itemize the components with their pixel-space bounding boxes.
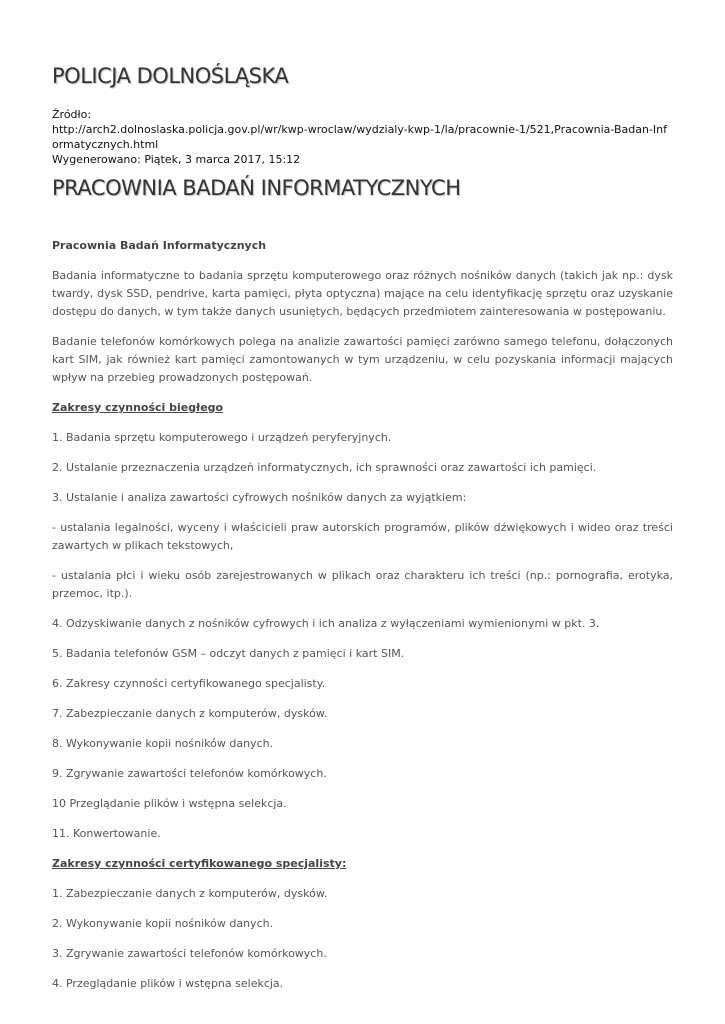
list-item: - ustalania legalności, wyceny i właścicieli praw autorskich programów, plików dźwiękowych i wideo oraz treści zawartych w plikach tekstowych, [52,521,673,552]
source-meta [52,107,673,167]
list-item: 2. Ustalanie przeznaczenia urządzeń informatycznych, ich sprawności oraz zawartości ich pamięci. [52,461,597,474]
site-title: POLICJA DOLNOŚLĄSKA [52,64,289,88]
source-url: http://arch2.dolnoslaska.policja.gov.pl/wr/kwp-wroclaw/wydzialy-kwp-1/la/pracownie-1/521,Pracownia-Badan-Informatycznych.html [52,123,668,151]
article-title: PRACOWNIA BADAŃ INFORMATYCZNYCH [52,176,461,200]
list-item: 11. Konwertowanie. [52,827,161,840]
list-item: 3. Zgrywanie zawartości telefonów komórkowych. [52,947,327,960]
list-item: 6. Zakresy czynności certyfikowanego specjalisty. [52,677,326,690]
article-content [52,237,673,1005]
list-item: 4. Przeglądanie plików i wstępna selekcja. [52,977,284,990]
list-item: 7. Zabezpieczanie danych z komputerów, dysków. [52,707,328,720]
list-item: 4. Odzyskiwanie danych z nośników cyfrowych i ich analiza z wyłączeniami wymienionymi w pkt. 3. [52,617,600,630]
list-item: 8. Wykonywanie kopii nośników danych. [52,737,274,750]
section-heading: Zakresy czynności certyfikowanego specjalisty: [52,857,347,870]
section-heading: Zakresy czynności biegłego [52,401,224,414]
list-item: 10 Przeglądanie plików i wstępna selekcja. [52,797,287,810]
list-item: 3. Ustalanie i analiza zawartości cyfrowych nośników danych za wyjątkiem: [52,491,467,504]
generated-timestamp: Wygenerowano: Piątek, 3 marca 2017, 15:12 [52,153,301,166]
source-label: Źródło: [52,108,92,121]
intro-paragraph: Badania informatyczne to badania sprzętu komputerowego oraz różnych nośników danych (takich jak np.: dysk twardy, dysk SSD, pendrive, karta pamięci, płyta optyczna) mające na celu identyfikację sprzętu oraz uzyskanie dostępu do danych, w tym także danych usuniętych, będących przedmiotem zainteresowania w postępowaniu. [52,269,673,318]
list-item: 5. Badania telefonów GSM – odczyt danych z pamięci i kart SIM. [52,647,405,660]
article-subtitle: Pracownia Badań Informatycznych [52,239,267,252]
intro-paragraph: Badanie telefonów komórkowych polega na analizie zawartości pamięci zarówno samego telefonu, dołączonych kart SIM, jak również kart pamięci zamontowanych w tym urządzeniu, w celu pozyskania informacji mających wpływ na przebieg prowadzonych postępowań. [52,335,673,384]
list-item: 9. Zgrywanie zawartości telefonów komórkowych. [52,767,327,780]
list-item: 1. Zabezpieczanie danych z komputerów, dysków. [52,887,328,900]
list-item: 2. Wykonywanie kopii nośników danych. [52,917,274,930]
list-item: - ustalania płci i wieku osób zarejestrowanych w plikach oraz charakteru ich treści (np.: pornografia, erotyka, przemoc, itp.). [52,569,673,600]
list-item: 1. Badania sprzętu komputerowego i urządzeń peryferyjnych. [52,431,392,444]
